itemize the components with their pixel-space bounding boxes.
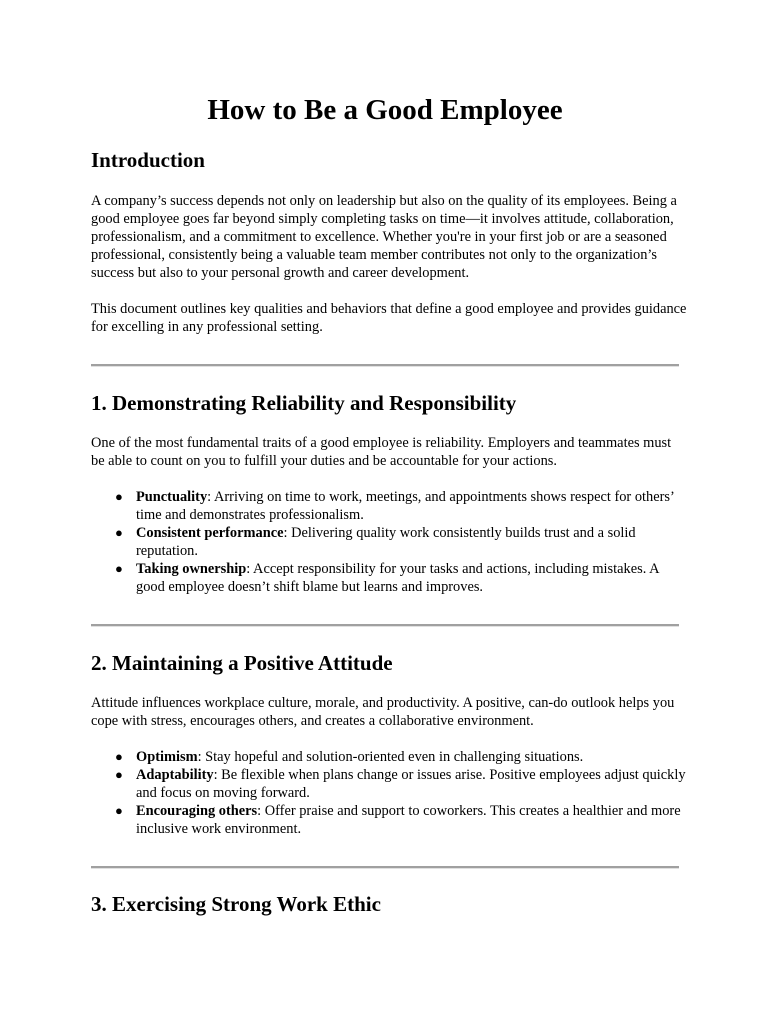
list-item-term: Punctuality (136, 489, 208, 505)
list-item-term: Adaptability (136, 767, 214, 783)
list-item (91, 488, 687, 524)
list-item-text: : Accept responsibility for your tasks and actions, including mistakes. A good employee doesn’t shift blame but learns and improves. (136, 561, 659, 595)
bullet-icon: ● (115, 525, 123, 540)
bullet-icon: ● (115, 489, 123, 504)
list-item (91, 802, 687, 838)
list-item-text: : Arriving on time to work, meetings, and appointments shows respect for others’ time and demonstrates professionalism. (136, 489, 674, 523)
bullet-icon: ● (115, 749, 123, 764)
section-2-heading: 2. Maintaining a Positive Attitude (91, 651, 393, 675)
intro-paragraph-1: A company’s success depends not only on leadership but also on the quality of its employees. Being a good employee goes far beyond simply completing tasks on time—it involves attitude, collaboration, professionalism, and a commitment to excellence. Whether you're in your first job or are a seasoned professional, consistently being a valuable team member contributes not only to the organization’s success but also to your personal growth and career development. (91, 193, 677, 281)
section-divider (91, 866, 679, 869)
list-item-term: Consistent performance (136, 525, 284, 541)
list-item (91, 524, 687, 560)
section-divider (91, 364, 679, 367)
bullet-icon: ● (115, 767, 123, 782)
list-item-term: Encouraging others (136, 803, 258, 819)
list-item-text: : Offer praise and support to coworkers. This creates a healthier and more inclusive work environment. (136, 803, 681, 837)
section-1-paragraph: One of the most fundamental traits of a good employee is reliability. Employers and teammates must be able to count on you to fulfill your duties and be accountable for your actions. (91, 435, 672, 469)
document-title: How to Be a Good Employee (207, 94, 563, 126)
section-2-bullet-list (91, 748, 687, 838)
intro-paragraph-2: This document outlines key qualities and behaviors that define a good employee and provides guidance for excelling in any professional setting. (91, 301, 687, 335)
list-item-text: : Delivering quality work consistently builds trust and a solid reputation. (136, 525, 636, 559)
bullet-icon: ● (115, 561, 123, 576)
list-item-text: : Stay hopeful and solution-oriented even in challenging situations. (197, 749, 584, 765)
list-item (91, 560, 687, 596)
section-1-heading: 1. Demonstrating Reliability and Responsibility (91, 391, 517, 415)
section-divider (91, 624, 679, 627)
intro-heading: Introduction (91, 148, 205, 172)
list-item (91, 766, 687, 802)
list-item (91, 748, 687, 766)
section-1-bullet-list (91, 488, 687, 596)
section-3-heading: 3. Exercising Strong Work Ethic (91, 892, 381, 916)
section-2-paragraph: Attitude influences workplace culture, morale, and productivity. A positive, can-do outlook helps you cope with stress, encourages others, and creates a collaborative environment. (91, 695, 675, 729)
list-item-term: Taking ownership (136, 561, 247, 577)
list-item-text: : Be flexible when plans change or issues arise. Positive employees adjust quickly and focus on moving forward. (136, 767, 686, 801)
list-item-term: Optimism (136, 749, 198, 765)
bullet-icon: ● (115, 803, 123, 818)
